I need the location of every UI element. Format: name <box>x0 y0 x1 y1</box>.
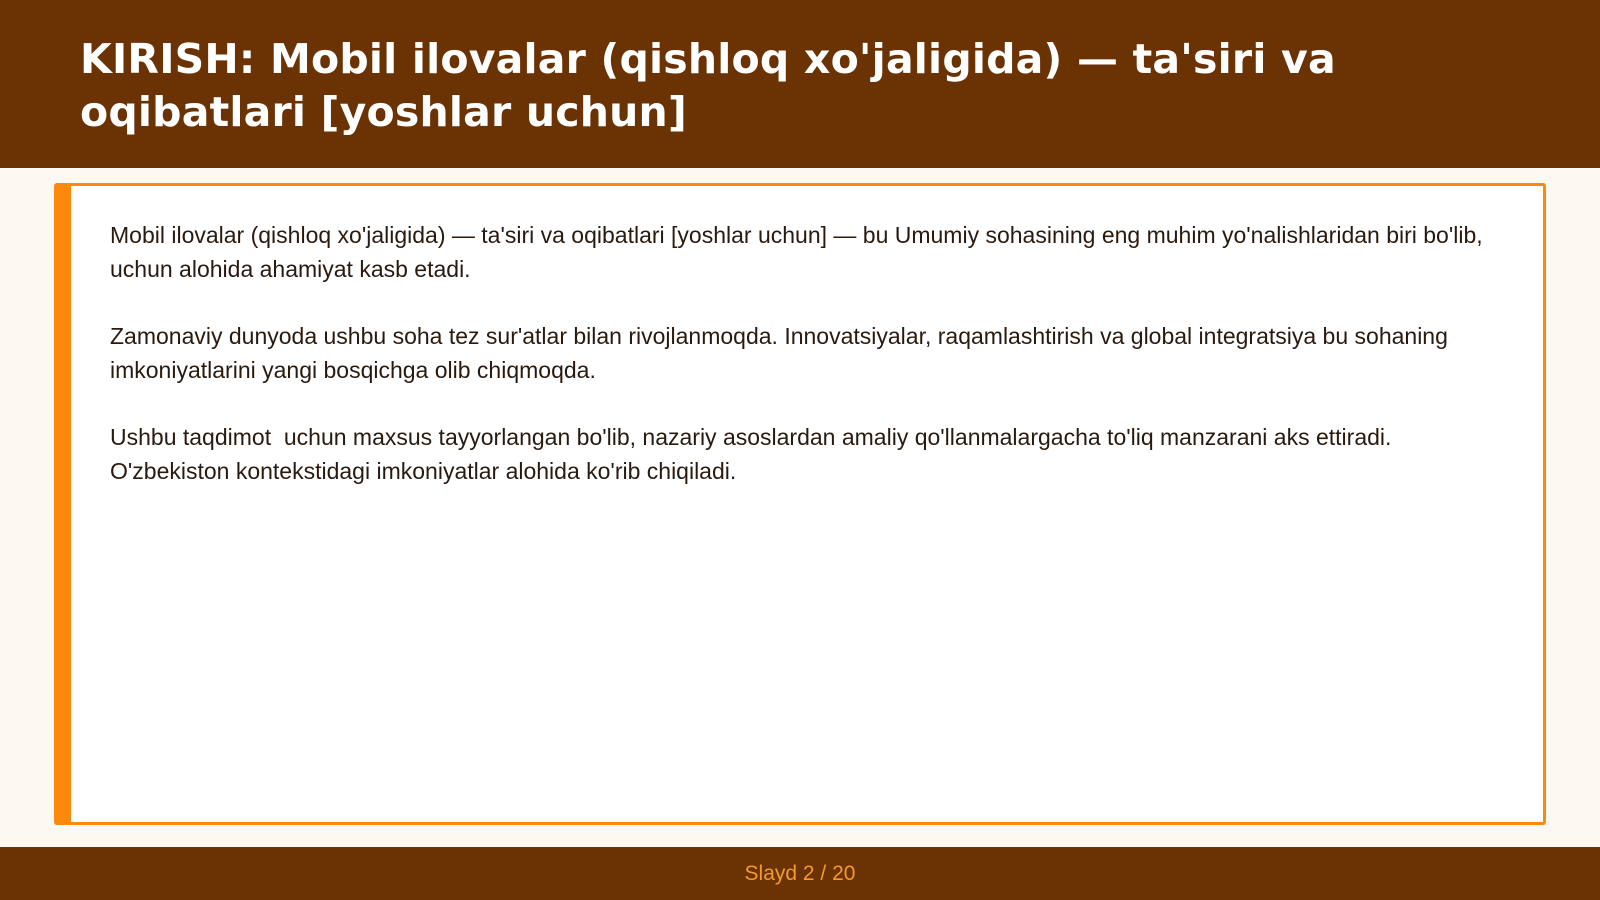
slide-footer <box>0 847 1600 900</box>
slide-counter: Slayd 2 / 20 <box>744 861 856 885</box>
slide-title: KIRISH: Mobil ilovalar (qishloq xo'jaligida) — ta'siri va oqibatlari [yoshlar uchun] <box>80 35 1336 136</box>
intro-paragraph-2: Zamonaviy dunyoda ushbu soha tez sur'atlar bilan rivojlanmoqda. Innovatsiyalar, raqamlashtirish va global integratsiya bu sohaning imkoniyatlarini yangi bosqichga olib chiqmoqda. <box>110 323 1455 383</box>
slide-header <box>0 0 1600 168</box>
content-panel <box>54 183 1546 825</box>
intro-paragraph-3: Ushbu taqdimot uchun maxsus tayyorlangan bo'lib, nazariy asoslardan amaliy qo'llanmalargacha to'liq manzarani aks ettiradi. O'zbekiston kontekstidagi imkoniyatlar alohida ko'rib chiqiladi. <box>110 424 1398 484</box>
intro-paragraph-1: Mobil ilovalar (qishloq xo'jaligida) — ta'siri va oqibatlari [yoshlar uchun] — bu Umumiy sohasining eng muhim yo'nalishlaridan biri bo'lib, uchun alohida ahamiyat kasb etadi. <box>110 222 1496 282</box>
